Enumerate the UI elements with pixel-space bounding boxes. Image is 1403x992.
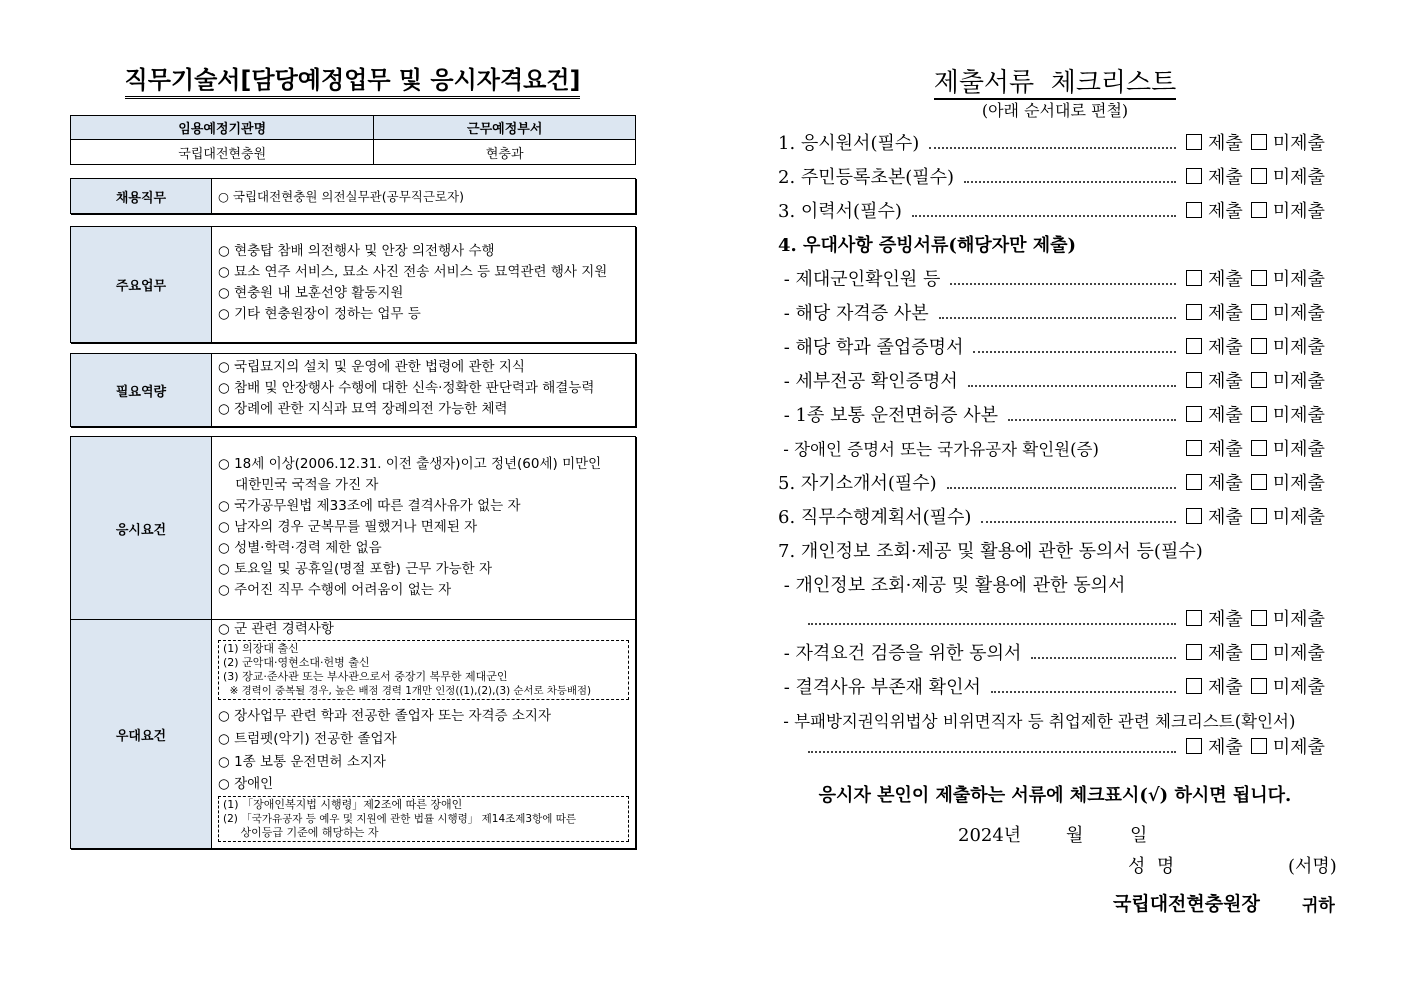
date-day: 일 [1130, 825, 1148, 846]
submission-checkboxes [1186, 639, 1338, 665]
checklist-item-label: 3. 이력서(필수) [778, 201, 902, 222]
not-submit-checkbox[interactable] [1251, 304, 1267, 320]
submit-checkbox[interactable] [1186, 508, 1202, 524]
submit-checkbox[interactable] [1186, 406, 1202, 422]
submit-checkbox[interactable] [1186, 440, 1202, 456]
leader-dots [947, 475, 1176, 489]
addressee: 국립대전현충원장 [1113, 893, 1260, 915]
preference-line: ○ 트럼펫(악기) 전공한 졸업자 [218, 731, 397, 747]
not-submit-checkbox[interactable] [1251, 338, 1267, 354]
checklist-item [778, 673, 1338, 699]
duty-line: ○ 현충원 내 보훈선양 활동지원 [218, 285, 404, 301]
not-submit-checkbox[interactable] [1251, 678, 1267, 694]
check-notice: 응시자 본인이 제출하는 서류에 체크표시(√) 하시면 됩니다. [818, 785, 1292, 806]
disabled-detail-line: (1) 「장애인복지법 시행령」제2조에 따른 장애인 [223, 798, 463, 811]
checklist-item-continuation-employment-check [778, 733, 1338, 759]
requirement-line: ○ 국가공무원법 제33조에 따른 결격사유가 없는 자 [218, 498, 521, 514]
submission-checkboxes [1186, 299, 1338, 325]
submit-label: 제출 [1208, 167, 1243, 188]
checklist-item-label: - 결격사유 부존재 확인서 [778, 677, 981, 698]
not-submit-checkbox[interactable] [1251, 168, 1267, 184]
submission-checkboxes [1186, 435, 1338, 461]
submission-checkboxes [1186, 163, 1338, 189]
not-submit-label: 미제출 [1272, 609, 1325, 630]
submit-label: 제출 [1208, 473, 1243, 494]
section-requirements-label: 응시요건 [71, 437, 212, 619]
org-header-agency: 임용예정기관명 [71, 116, 374, 140]
submit-checkbox[interactable] [1186, 304, 1202, 320]
military-detail-line: (1) 의장대 출신 [223, 642, 299, 655]
section-duties-label: 주요업무 [71, 227, 212, 342]
checklist-item [778, 639, 1338, 665]
submit-label: 제출 [1208, 201, 1243, 222]
leader-dots [968, 373, 1176, 387]
requirement-line: ○ 주어진 직무 수행에 어려움이 없는 자 [218, 582, 452, 598]
disabled-detail-line: 상이등급 기준에 해당하는 자 [223, 826, 379, 839]
checklist-item [778, 129, 1338, 155]
not-submit-checkbox[interactable] [1251, 738, 1267, 754]
checklist-item-label: 6. 직무수행계획서(필수) [778, 507, 972, 528]
submit-label: 제출 [1208, 643, 1243, 664]
checklist-title: 제출서류 체크리스트 [933, 68, 1177, 98]
submit-label: 제출 [1208, 507, 1243, 528]
checklist-item [778, 197, 1338, 223]
not-submit-label: 미제출 [1272, 303, 1325, 324]
not-submit-checkbox[interactable] [1251, 372, 1267, 388]
submit-label: 제출 [1208, 677, 1243, 698]
not-submit-label: 미제출 [1272, 507, 1325, 528]
not-submit-label: 미제출 [1272, 405, 1325, 426]
checklist-item-label: - 1종 보통 운전면허증 사본 [778, 405, 999, 426]
competency-line: ○ 참배 및 안장행사 수행에 대한 신속·정확한 판단력과 해결능력 [218, 380, 595, 396]
submit-label: 제출 [1208, 371, 1243, 392]
not-submit-checkbox[interactable] [1251, 508, 1267, 524]
section-preference-label: 우대요건 [71, 620, 212, 848]
submit-checkbox[interactable] [1186, 474, 1202, 490]
not-submit-label: 미제출 [1272, 167, 1325, 188]
requirement-line: ○ 성별·학력·경력 제한 없음 [218, 540, 382, 556]
submission-checkboxes [1186, 197, 1338, 223]
military-detail-line: ※ 경력이 중복될 경우, 높은 배점 경력 1개만 인정((1),(2),(3) 순서로 차등배점) [223, 685, 592, 697]
checklist-item-label: - 개인정보 조회·제공 및 활용에 관한 동의서 [778, 575, 1126, 596]
military-detail-line: (2) 군악대·영현소대·헌병 출신 [223, 656, 370, 669]
not-submit-label: 미제출 [1272, 269, 1325, 290]
checklist-item [778, 367, 1338, 393]
leader-dots [808, 611, 1176, 625]
checklist-item-label: 7. 개인정보 조회·제공 및 활용에 관한 동의서 등(필수) [778, 541, 1203, 562]
checklist-item [778, 503, 1338, 529]
preference-line: ○ 1종 보통 운전면허 소지자 [218, 754, 386, 770]
not-submit-label: 미제출 [1272, 337, 1325, 358]
not-submit-checkbox[interactable] [1251, 644, 1267, 660]
leader-dots [808, 739, 1176, 753]
duty-line: ○ 기타 현충원장이 정하는 업무 등 [218, 306, 421, 322]
section-job [70, 178, 636, 214]
checklist-item [778, 707, 1340, 733]
org-header-department: 근무예정부서 [374, 116, 636, 140]
submit-checkbox[interactable] [1186, 610, 1202, 626]
checklist-item-label: 2. 주민등록초본(필수) [778, 167, 955, 188]
not-submit-checkbox[interactable] [1251, 406, 1267, 422]
checklist-item [778, 537, 1338, 563]
submit-checkbox[interactable] [1186, 644, 1202, 660]
submit-checkbox[interactable] [1186, 270, 1202, 286]
checklist-item [778, 435, 1338, 461]
checklist-item [778, 231, 1338, 257]
checklist-item-label: - 해당 학과 졸업증명서 [778, 337, 964, 358]
signature-label: (서명) [1288, 856, 1337, 877]
checklist-item-label: 1. 응시원서(필수) [778, 133, 920, 154]
not-submit-checkbox[interactable] [1251, 474, 1267, 490]
submit-label: 제출 [1208, 439, 1243, 460]
submission-checkboxes [1186, 265, 1338, 291]
leader-dots [950, 271, 1176, 285]
leader-dots [964, 169, 1176, 183]
competency-line: ○ 장례에 관한 지식과 묘역 장례의전 가능한 체력 [218, 401, 508, 417]
checklist-item [778, 163, 1338, 189]
submit-checkbox[interactable] [1186, 202, 1202, 218]
submission-checkboxes [1186, 733, 1338, 759]
leader-dots [939, 305, 1176, 319]
leader-dots [1008, 407, 1176, 421]
submit-label: 제출 [1208, 737, 1243, 758]
checklist-item-label: - 부패방지권익위법상 비위면직자 등 취업제한 관련 체크리스트(확인서) [778, 712, 1296, 731]
addressee-suffix: 귀하 [1302, 896, 1335, 916]
submission-checkboxes [1186, 673, 1338, 699]
checklist-item-label: 4. 우대사항 증빙서류(해당자만 제출) [778, 235, 1077, 256]
requirement-line: ○ 남자의 경우 군복무를 필했거나 면제된 자 [218, 519, 478, 535]
leader-dots [912, 203, 1176, 217]
checklist-item [778, 333, 1338, 359]
not-submit-label: 미제출 [1272, 133, 1325, 154]
org-table [70, 115, 636, 165]
requirement-line: 대한민국 국적을 가진 자 [218, 477, 379, 493]
submission-checkboxes [1186, 469, 1338, 495]
not-submit-label: 미제출 [1272, 439, 1325, 460]
submit-label: 제출 [1208, 609, 1243, 630]
leader-dots [991, 679, 1176, 693]
checklist-item [778, 571, 1338, 597]
preference-line: ○ 장사업무 관련 학과 전공한 졸업자 또는 자격증 소지자 [218, 708, 552, 724]
submit-checkbox[interactable] [1186, 338, 1202, 354]
duty-line: ○ 묘소 연주 서비스, 묘소 사진 전송 서비스 등 묘역관련 행사 지원 [218, 264, 608, 280]
requirement-line: ○ 토요일 및 공휴일(명절 포함) 근무 가능한 자 [218, 561, 493, 577]
submit-checkbox[interactable] [1186, 678, 1202, 694]
section-competency-label: 필요역량 [71, 354, 212, 426]
checklist-item-label: 5. 자기소개서(필수) [778, 473, 937, 494]
not-submit-label: 미제출 [1272, 643, 1325, 664]
requirement-line: ○ 18세 이상(2006.12.31. 이전 출생자)이고 정년(60세) 미만인 [218, 456, 602, 472]
submission-checkboxes [1186, 605, 1338, 631]
not-submit-label: 미제출 [1272, 371, 1325, 392]
not-submit-label: 미제출 [1272, 677, 1325, 698]
military-detail-line: (3) 장교·준사관 또는 부사관으로서 중장기 복무한 제대군인 [223, 670, 508, 683]
checklist-item-label: - 자격요건 검증을 위한 동의서 [778, 643, 1022, 664]
checklist-item [778, 469, 1338, 495]
not-submit-label: 미제출 [1272, 473, 1325, 494]
submit-checkbox[interactable] [1186, 134, 1202, 150]
not-submit-checkbox[interactable] [1251, 134, 1267, 150]
leader-dots [929, 135, 1176, 149]
duty-line: ○ 현충탑 참배 의전행사 및 안장 의전행사 수행 [218, 243, 495, 259]
date-month: 월 [1066, 825, 1084, 846]
section-competency [70, 353, 636, 427]
leader-dots [981, 509, 1176, 523]
submit-label: 제출 [1208, 133, 1243, 154]
checklist-item-label: - 해당 자격증 사본 [778, 303, 929, 324]
not-submit-checkbox[interactable] [1251, 610, 1267, 626]
not-submit-label: 미제출 [1272, 737, 1325, 758]
leader-dots [1031, 645, 1176, 659]
job-description-title: 직무기술서[담당예정업무 및 응시자격요건] [70, 60, 635, 95]
competency-line: ○ 국립묘지의 설치 및 운영에 관한 법령에 관한 지식 [218, 359, 525, 375]
section-requirements-preference [70, 436, 636, 849]
checklist-item [778, 299, 1338, 325]
checklist-item-label: - 제대군인확인원 등 [778, 269, 941, 290]
checklist-item-continuation-consent [778, 605, 1338, 631]
disabled-detail-line: (2) 「국가유공자 등 예우 및 지원에 관한 법률 시행령」 제14조제3항에 따른 [223, 813, 577, 825]
job-line: ○ 국립대전현충원 의전실무관(공무직근로자) [218, 188, 464, 204]
submission-checkboxes [1186, 503, 1338, 529]
not-submit-checkbox[interactable] [1251, 202, 1267, 218]
checklist-item-label: - 장애인 증명서 또는 국가유공자 확인원(증) [778, 440, 1099, 459]
submit-label: 제출 [1208, 269, 1243, 290]
name-label: 성 명 [1128, 856, 1175, 877]
submission-checkboxes [1186, 333, 1338, 359]
org-value-department: 현충과 [374, 140, 636, 165]
org-value-agency: 국립대전현충원 [71, 140, 374, 165]
preference-line: ○ 장애인 [218, 776, 274, 792]
disabled-detail-box [218, 796, 629, 842]
not-submit-checkbox[interactable] [1251, 440, 1267, 456]
checklist-item [778, 265, 1338, 291]
submit-checkbox[interactable] [1186, 168, 1202, 184]
submission-checkboxes [1186, 129, 1338, 155]
checklist-item-label: - 세부전공 확인증명서 [778, 371, 958, 392]
section-job-label: 채용직무 [71, 179, 212, 213]
section-duties [70, 226, 636, 343]
not-submit-label: 미제출 [1272, 201, 1325, 222]
submit-label: 제출 [1208, 303, 1243, 324]
preference-military: ○ 군 관련 경력사항 [218, 621, 334, 637]
leader-dots [973, 339, 1176, 353]
military-detail-box [218, 640, 629, 700]
submit-checkbox[interactable] [1186, 738, 1202, 754]
checklist-item [778, 401, 1338, 427]
submit-label: 제출 [1208, 337, 1243, 358]
date-year: 2024년 [958, 825, 1022, 846]
submission-checkboxes [1186, 401, 1338, 427]
submit-checkbox[interactable] [1186, 372, 1202, 388]
checklist-subtitle: (아래 순서대로 편철) [981, 101, 1129, 120]
submit-label: 제출 [1208, 405, 1243, 426]
not-submit-checkbox[interactable] [1251, 270, 1267, 286]
submission-checkboxes [1186, 367, 1338, 393]
